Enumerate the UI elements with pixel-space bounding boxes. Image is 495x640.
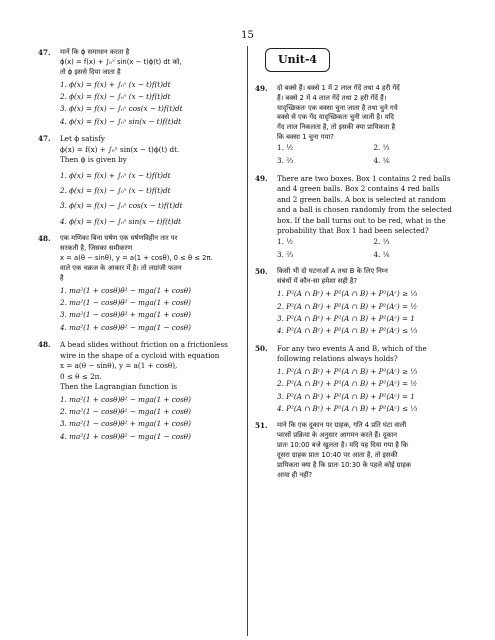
answer-option: 4. ϕ(x) = f(x) − ∫₀ˣ sin(x − t)f(t)dt [60, 216, 182, 226]
question-line: प्रातः 10:00 बजे खुलता है। यदि यह दिया गया है कि [277, 441, 409, 450]
question-line: तो ϕ इससे दिया जाता है [60, 67, 121, 76]
question-line: box. If the ball turns out to be red, what is the [277, 215, 446, 225]
question-header [38, 134, 238, 165]
right-column [255, 48, 470, 488]
answer-option: 2. ϕ(x) = f(x) − ∫₀ˣ (x − t)f(t)dt [60, 186, 171, 196]
question-text [60, 134, 238, 165]
question-line: मानें कि ϕ समाधान करता है [60, 48, 130, 56]
question-line: यादृच्छिकतः एक बक्सा चुना जाता है तथा चुने गये [277, 103, 398, 112]
answer-option: 3. ⅔ [277, 249, 294, 259]
question-line: A bead slides without friction on a frictionless [60, 340, 228, 350]
answer-option: 1. ½ [277, 143, 294, 152]
answer-option: 3. ⅔ [277, 156, 294, 166]
question-line: वाले एक चक्रज के आकार में है। तो लग्रांजी फलन [60, 263, 182, 272]
question-number: 48. [38, 340, 51, 350]
question-line: प्रायिकता क्या है कि प्रातः 10:30 के पहले कोई ग्राहक [277, 460, 412, 469]
question-line: following relations always holds? [277, 354, 398, 364]
answer-option: 4. ⅙ [373, 156, 390, 166]
answer-option: 3. ma²(1 − cosθ)θ̇² + mga(1 + cosθ) [60, 419, 191, 429]
answer-option: 4. P²(A ∩ Bᶜ) + P²(A ∩ B) + P²(Aᶜ) ≤ ⅓ [277, 404, 418, 413]
question-header [38, 48, 238, 78]
question-block [255, 84, 470, 167]
question-header [255, 267, 470, 287]
question-line: एक मणिका बिना घर्षण एक घर्षणविहीन तार पर [60, 234, 178, 243]
question-line: है [60, 273, 64, 282]
answer-option: 4. ϕ(x) = f(x) − ∫₀ˣ sin(x − t)f(t)dt [60, 116, 182, 126]
question-header [38, 340, 238, 392]
question-number: 50. [255, 267, 268, 277]
question-line: कि बक्सा 1 चुना गया? [277, 133, 334, 142]
answer-option: 1. ϕ(x) = f(x) + ∫₀ˣ (x − t)f(t)dt [60, 170, 171, 180]
answer-option: 2. ma²(1 − cosθ)θ̇² − mga(1 + cosθ) [60, 406, 191, 416]
question-number: 49. [255, 83, 268, 93]
question-number: 51. [255, 421, 268, 431]
left-column [38, 48, 238, 449]
answer-option: 1. ϕ(x) = f(x) + ∫₀ˣ (x − t)f(t)dt [60, 79, 171, 89]
question-line: Then ϕ is given by [60, 155, 127, 165]
question-text [277, 267, 470, 287]
question-number: 48. [38, 234, 51, 244]
answer-option: 1. ma²(1 + cosθ)θ̇² − mga(1 + cosθ) [60, 394, 191, 404]
question-text [277, 344, 470, 365]
question-line: आया ही नहीं? [277, 470, 313, 479]
question-number: 47. [38, 48, 51, 57]
question-line: For any two events A and B, which of the [277, 343, 427, 353]
answer-option: 2. P²(A ∩ Bᶜ) + P²(A ∩ B) + P²(Aᶜ) = ½ [277, 301, 418, 311]
answer-option: 3. ma²(1 − cosθ)θ̇² + mga(1 + cosθ) [60, 310, 191, 320]
question-line: हैं। बक्से 2 में 4 लाल गेंदें तथा 2 हरी गेंदें हैं। [277, 93, 387, 102]
question-text [60, 48, 238, 78]
question-line: and a ball is chosen randomly from the selected [277, 205, 452, 215]
question-block [255, 267, 470, 336]
question-line: and 2 green balls. A box is selected at random [277, 194, 446, 204]
question-block [38, 134, 238, 227]
question-text [60, 340, 238, 392]
question-block [38, 340, 238, 442]
question-block [255, 174, 470, 261]
question-line: किसी भी दो घटनाओं A तथा B के लिए निम्न [277, 267, 388, 276]
question-line: ϕ(x) = f(x) + ∫₀ˣ sin(x − t)ϕ(t) dt को, [60, 57, 182, 66]
question-line: 0 ≤ θ ≤ 2π. [60, 371, 102, 381]
question-text [60, 234, 238, 283]
answer-option: 2. ϕ(x) = f(x) − ∫₀ˣ (x − t)f(t)dt [60, 91, 171, 101]
answer-option: 2. ⅓ [373, 143, 390, 152]
answer-option: 2. ⅓ [373, 236, 390, 246]
answer-option: 4. ma²(1 + cosθ)θ̇² − mga(1 − cosθ) [60, 431, 191, 441]
question-line: x = a(θ − sinθ), y = a(1 + cosθ), [60, 361, 178, 371]
question-header [255, 344, 470, 365]
question-header [38, 234, 238, 283]
question-line: संबंधों में कौन-सा हमेशा सही है? [277, 277, 358, 286]
answer-option: 1. P²(A ∩ Bᶜ) + P²(A ∩ B) + P²(Aᶜ) ≥ ⅓ [277, 289, 418, 299]
question-line: and 4 green balls. Box 2 contains 4 red balls [277, 184, 440, 194]
question-line: गेंद लाल निकलता है, तो इसकी क्या प्रायिकता है [277, 123, 396, 132]
answer-option: 3. P²(A ∩ Bᶜ) + P²(A ∩ B) + P²(Aᶜ) = 1 [277, 391, 415, 401]
answer-option: 1. ma²(1 + cosθ)θ̇² − mga(1 + cosθ) [60, 285, 191, 295]
question-line: Let ϕ satisfy [60, 134, 105, 144]
question-number: 49. [255, 173, 268, 183]
question-line: बक्से से एक गेंद यादृच्छिकतः चुनी जाती है। यदि [277, 113, 395, 122]
question-number: 47. [38, 134, 51, 144]
question-line: probability that Box 1 had been selected? [277, 226, 429, 236]
question-text [277, 174, 470, 237]
question-header [255, 84, 470, 143]
question-block [255, 421, 470, 480]
question-number: 50. [255, 343, 268, 353]
question-line: x = a(θ − sinθ), y = a(1 + cosθ), 0 ≤ θ ≤ 2π. [60, 254, 213, 263]
question-header [255, 174, 470, 237]
answer-options-grid [255, 143, 470, 167]
question-line: Then the Lagrangian function is [60, 382, 178, 392]
answer-option: 4. P²(A ∩ Bᶜ) + P²(A ∩ B) + P²(Aᶜ) ≤ ⅓ [277, 326, 418, 336]
question-line: ϕ(x) = f(x) + ∫₀ˣ sin(x − t)ϕ(t) dt. [60, 144, 180, 154]
answer-option: 3. ϕ(x) = f(x) − ∫₀ˣ cos(x − t)f(t)dt [60, 201, 183, 211]
question-line: दो बक्से हैं। बक्से 1 में 2 लाल गेंदें तथा 4 हरी गेंदें [277, 83, 400, 92]
answer-option: 3. ϕ(x) = f(x) − ∫₀ˣ cos(x − t)f(t)dt [60, 104, 183, 114]
page-number: 15 [241, 30, 254, 41]
question-line: दूसरा ग्राहक प्रातः 10:40 पर आता है, तो इसकी [277, 450, 398, 459]
question-header [255, 421, 470, 480]
answer-option: 3. P²(A ∩ Bᶜ) + P²(A ∩ B) + P²(Aᶜ) = 1 [277, 313, 415, 323]
question-line: wire in the shape of a cycloid with equation [60, 350, 220, 360]
question-block [255, 344, 470, 415]
answer-option: 4. ⅙ [373, 249, 390, 259]
answer-options-grid [255, 237, 470, 261]
question-line: सरकती है, जिसका समीकरण [60, 244, 133, 253]
unit-badge: Unit-4 [265, 48, 330, 72]
answer-option: 4. ma²(1 + cosθ)θ̇² − mga(1 − cosθ) [60, 322, 191, 332]
column-divider [247, 46, 248, 636]
question-block [38, 234, 238, 333]
question-text [277, 84, 470, 143]
answer-option: 1. ½ [277, 236, 294, 246]
question-line: माने कि एक दूकान पर ग्राहक, गति 4 प्रति घंटा वाली [277, 421, 407, 430]
answer-option: 1. P²(A ∩ Bᶜ) + P²(A ∩ B) + P²(Aᶜ) ≥ ⅓ [277, 366, 418, 376]
question-line: प्वासों प्रक्रिया के अनुसार आगमन करते हैं। दूकान [277, 431, 398, 440]
answer-option: 2. P²(A ∩ Bᶜ) + P²(A ∩ B) + P²(Aᶜ) = ½ [277, 379, 418, 389]
question-line: There are two boxes. Box 1 contains 2 red balls [277, 173, 451, 183]
question-block [38, 48, 238, 127]
question-text [277, 421, 470, 480]
answer-option: 2. ma²(1 − cosθ)θ̇² − mga(1 + cosθ) [60, 298, 191, 307]
